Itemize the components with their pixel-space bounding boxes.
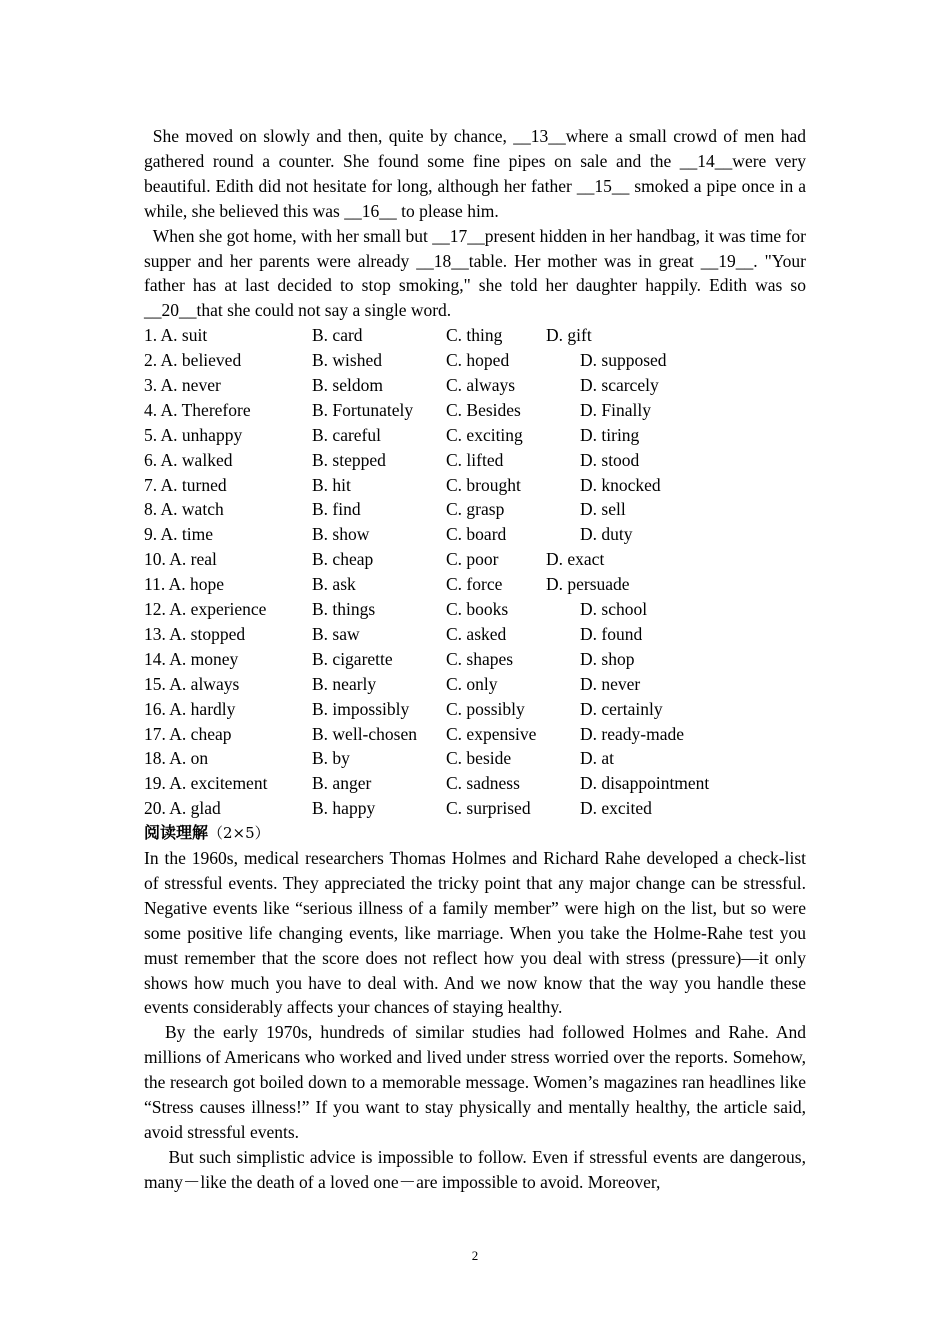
option-d: D. found	[580, 623, 643, 644]
option-b: B. impossibly	[312, 698, 410, 719]
option-b: B. stepped	[312, 449, 386, 470]
option-b: B. wished	[312, 350, 382, 371]
option-c: C. shapes	[446, 648, 514, 669]
page-body	[144, 124, 806, 1195]
option-d: D. disappointment	[580, 773, 710, 794]
option-c: C. surprised	[446, 798, 531, 819]
option-row	[144, 448, 806, 473]
option-d: D. at	[580, 748, 615, 769]
option-a: 14. A. money	[144, 648, 239, 669]
option-c: C. asked	[446, 623, 507, 644]
option-d: D. school	[580, 599, 648, 620]
option-row	[144, 722, 806, 747]
option-b: B. show	[312, 524, 370, 545]
option-a: 19. A. excitement	[144, 773, 268, 794]
option-row	[144, 622, 806, 647]
page-number: 2	[471, 1248, 479, 1263]
option-row	[144, 771, 806, 796]
option-row	[144, 473, 806, 498]
option-a: 7. A. turned	[144, 474, 227, 495]
option-c: C. poor	[446, 549, 499, 570]
reading-paragraph: In the 1960s, medical researchers Thomas Holmes and Richard Rahe developed a check-list of stressful events. They appreciated the tricky point that any major change can be stressful. Negative events like “serious illness of a family member” were high on the list, but so were some positive life changing events, like marriage. When you take the Holme-Rahe test you must remember that the score does not reflect how you deal with stress (pressure)—it only shows how much you have to deal with. And we now know that the way you handle these events considerably affects your chances of staying healthy.	[144, 847, 806, 1018]
option-row	[144, 746, 806, 771]
option-a: 3. A. never	[144, 375, 221, 396]
option-d: D. duty	[580, 524, 633, 545]
option-c: C. only	[446, 673, 498, 694]
option-c: C. board	[446, 524, 507, 545]
option-d: D. exact	[546, 549, 605, 570]
option-a: 4. A. Therefore	[144, 399, 251, 420]
option-d: D. stood	[580, 449, 640, 470]
cloze-options	[144, 323, 806, 821]
option-b: B. things	[312, 599, 376, 620]
option-row	[144, 373, 806, 398]
option-row	[144, 697, 806, 722]
option-a: 20. A. glad	[144, 798, 221, 819]
option-row	[144, 348, 806, 373]
option-b: B. hit	[312, 474, 351, 495]
option-d: D. excited	[580, 798, 652, 819]
option-d: D. Finally	[580, 399, 651, 420]
option-row	[144, 672, 806, 697]
option-d: D. sell	[580, 499, 626, 520]
option-d: D. knocked	[580, 474, 661, 495]
option-a: 11. A. hope	[144, 574, 225, 595]
option-b: B. find	[312, 499, 361, 520]
option-c: C. thing	[446, 325, 503, 346]
option-c: C. beside	[446, 748, 512, 769]
option-c: C. exciting	[446, 424, 523, 445]
option-row	[144, 522, 806, 547]
option-d: D. scarcely	[580, 375, 659, 396]
option-row	[144, 497, 806, 522]
option-row	[144, 547, 806, 572]
option-c: C. lifted	[446, 449, 504, 470]
option-d: D. gift	[546, 325, 592, 346]
option-row	[144, 572, 806, 597]
option-d: D. certainly	[580, 698, 663, 719]
option-b: B. anger	[312, 773, 372, 794]
option-b: B. seldom	[312, 375, 383, 396]
option-b: B. cigarette	[312, 648, 393, 669]
option-a: 10. A. real	[144, 549, 217, 570]
reading-heading	[144, 821, 806, 846]
option-a: 6. A. walked	[144, 449, 233, 470]
option-d: D. never	[580, 673, 641, 694]
option-b: B. cheap	[312, 549, 374, 570]
reading-paragraph: But such simplistic advice is impossible to follow. Even if stressful events are dangerous, many－like the death of a loved one－are impossible to avoid. Moreover,	[144, 1146, 806, 1192]
option-row	[144, 647, 806, 672]
option-c: C. brought	[446, 474, 521, 495]
option-b: B. careful	[312, 424, 381, 445]
option-a: 18. A. on	[144, 748, 209, 769]
option-d: D. ready-made	[580, 723, 684, 744]
option-d: D. shop	[580, 648, 635, 669]
option-b: B. ask	[312, 574, 356, 595]
reading-paragraph: By the early 1970s, hundreds of similar studies had followed Holmes and Rahe. And millions of Americans who worked and lived under stress worried over the reports. Somehow, the research got boiled down to a memorable message. Women’s magazines ran headlines like “Stress causes illness!” If you want to stay physically and mentally healthy, the article said, avoid stressful events.	[144, 1022, 806, 1142]
option-c: C. always	[446, 375, 516, 396]
option-a: 15. A. always	[144, 673, 240, 694]
option-b: B. well-chosen	[312, 723, 417, 744]
option-d: D. persuade	[546, 574, 630, 595]
option-b: B. Fortunately	[312, 399, 414, 420]
option-b: B. card	[312, 325, 363, 346]
option-a: 9. A. time	[144, 524, 214, 545]
option-a: 16. A. hardly	[144, 698, 236, 719]
reading-heading-title: 阅读理解	[144, 823, 209, 843]
option-c: C. expensive	[446, 723, 537, 744]
option-d: D. tiring	[580, 424, 640, 445]
option-c: C. force	[446, 574, 503, 595]
option-b: B. by	[312, 748, 350, 769]
option-b: B. saw	[312, 623, 360, 644]
option-d: D. supposed	[580, 350, 667, 371]
option-a: 1. A. suit	[144, 325, 208, 346]
option-row	[144, 796, 806, 821]
option-a: 2. A. believed	[144, 350, 242, 371]
option-row	[144, 597, 806, 622]
option-row	[144, 323, 806, 348]
option-a: 5. A. unhappy	[144, 424, 243, 445]
option-c: C. sadness	[446, 773, 520, 794]
option-c: C. books	[446, 599, 509, 620]
reading-passage	[144, 846, 806, 1195]
option-a: 12. A. experience	[144, 599, 267, 620]
option-c: C. possibly	[446, 698, 525, 719]
option-a: 13. A. stopped	[144, 623, 246, 644]
option-row	[144, 398, 806, 423]
option-a: 8. A. watch	[144, 499, 224, 520]
option-c: C. grasp	[446, 499, 505, 520]
option-a: 17. A. cheap	[144, 723, 232, 744]
option-b: B. nearly	[312, 673, 377, 694]
cloze-passage	[144, 124, 806, 323]
option-row	[144, 423, 806, 448]
cloze-paragraph: When she got home, with her small but __17__present hidden in her handbag, it was time for supper and her parents were already __18__table. Her mother was in great __19__. "Your father has at last decided to stop smoking," she told her daughter happily. Edith was so __20__that she could not say a single word.	[144, 225, 806, 321]
reading-heading-score: （2×5）	[208, 824, 270, 843]
option-c: C. Besides	[446, 399, 521, 420]
option-c: C. hoped	[446, 350, 510, 371]
option-b: B. happy	[312, 798, 376, 819]
cloze-paragraph: She moved on slowly and then, quite by chance, __13__where a small crowd of men had gathered round a counter. She found some fine pipes on sale and the __14__were very beautiful. Edith did not hesitate for long, although her father __15__ smoked a pipe once in a while, she believed this was __16__ to please him.	[144, 126, 806, 221]
